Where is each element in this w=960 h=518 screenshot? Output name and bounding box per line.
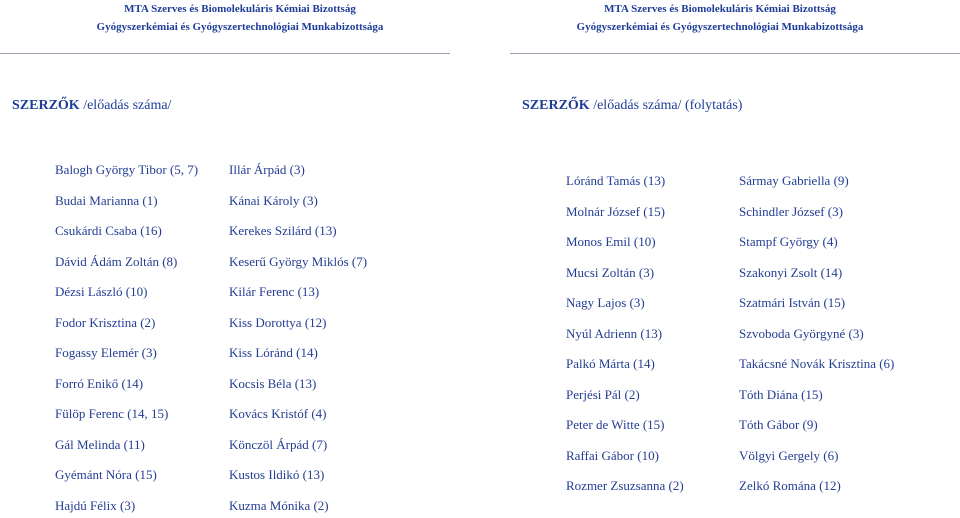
authors-title-left (12, 98, 171, 114)
author-entry: Kánai Károly (3) (229, 192, 318, 208)
header-left (0, 0, 480, 36)
author-entry: Zelkó Romána (12) (739, 478, 841, 493)
author-entry: Szatmári István (15) (739, 295, 846, 310)
authors-title-left-rest: /előadás száma/ (79, 98, 172, 113)
author-entry: Szvoboda Györgyné (3) (739, 325, 864, 341)
author-entry: Fogassy Elemér (3) (55, 345, 157, 360)
author-entry: Csukárdi Csaba (16) (55, 223, 162, 238)
author-entry: Lóránd Tamás (13) (566, 173, 666, 188)
author-entry: Nagy Lajos (3) (566, 295, 645, 310)
author-entry: Molnár József (15) (566, 203, 665, 219)
author-entry: Gyémánt Nóra (15) (55, 467, 157, 482)
author-entry: Schindler József (3) (739, 203, 843, 219)
authors-title-right (522, 98, 742, 114)
author-entry: Budai Marianna (1) (55, 192, 158, 208)
author-entry: Illár Árpád (3) (229, 162, 305, 177)
header-divider-right (510, 53, 960, 54)
author-entry: Keserű György Miklós (7) (229, 253, 368, 269)
authors-title-left-strong: SZERZŐK (12, 98, 80, 113)
header-left-line2: Gyógyszerkémiai és Gyógyszertechnológiai Munkabizottsága (96, 21, 384, 33)
header-divider-left (0, 53, 450, 54)
author-entry: Rozmer Zsuzsanna (2) (566, 478, 684, 493)
author-entry: Könczöl Árpád (7) (229, 436, 328, 452)
author-entry: Gál Melinda (11) (55, 436, 145, 452)
author-entry: Takácsné Novák Krisztina (6) (739, 356, 895, 371)
author-entry: Raffai Gábor (10) (566, 447, 659, 463)
author-entry: Nyúl Adrienn (13) (566, 325, 663, 341)
author-entry: Kuzma Mónika (2) (229, 497, 329, 513)
authors-title-right-strong: SZERZŐK (522, 98, 590, 113)
author-entry: Dávid Ádám Zoltán (8) (55, 253, 178, 269)
author-entry: Fodor Krisztina (2) (55, 314, 156, 330)
header-right (480, 0, 960, 36)
author-entry: Dézsi László (10) (55, 284, 148, 299)
header-right-line1: MTA Szerves és Biomolekuláris Kémiai Bizottság (604, 3, 836, 15)
author-entry: Palkó Márta (14) (566, 356, 655, 371)
authors-title-right-rest: /előadás száma/ (folytatás) (589, 98, 743, 113)
author-entry: Kiss Lóránd (14) (229, 345, 318, 360)
author-entry: Kovács Kristóf (4) (229, 406, 327, 421)
author-entry: Sármay Gabriella (9) (739, 173, 849, 188)
author-entry: Peter de Witte (15) (566, 417, 665, 432)
author-entry: Forró Enikő (14) (55, 375, 144, 391)
author-entry: Kocsis Béla (13) (229, 375, 317, 391)
author-entry: Völgyi Gergely (6) (739, 447, 839, 463)
author-entry: Tóth Gábor (9) (739, 417, 818, 432)
author-entry: Kerekes Szilárd (13) (229, 223, 337, 238)
header-right-line2: Gyógyszerkémiai és Gyógyszertechnológiai Munkabizottsága (576, 21, 864, 33)
author-entry: Kustos Ildikó (13) (229, 467, 325, 482)
author-entry: Kilár Ferenc (13) (229, 284, 320, 299)
author-entry: Tóth Diána (15) (739, 386, 823, 402)
author-entry: Monos Emil (10) (566, 234, 656, 249)
author-entry: Mucsi Zoltán (3) (566, 264, 655, 280)
author-entry: Fülöp Ferenc (14, 15) (55, 406, 169, 421)
author-entry: Perjési Pál (2) (566, 386, 640, 402)
author-entry: Balogh György Tibor (5, 7) (55, 162, 199, 177)
author-entry: Kiss Dorottya (12) (229, 314, 327, 330)
author-entry: Szakonyi Zsolt (14) (739, 264, 843, 280)
header-left-line1: MTA Szerves és Biomolekuláris Kémiai Bizottság (124, 3, 356, 15)
author-entry: Hajdú Félix (3) (55, 497, 136, 513)
author-entry: Stampf György (4) (739, 234, 838, 249)
